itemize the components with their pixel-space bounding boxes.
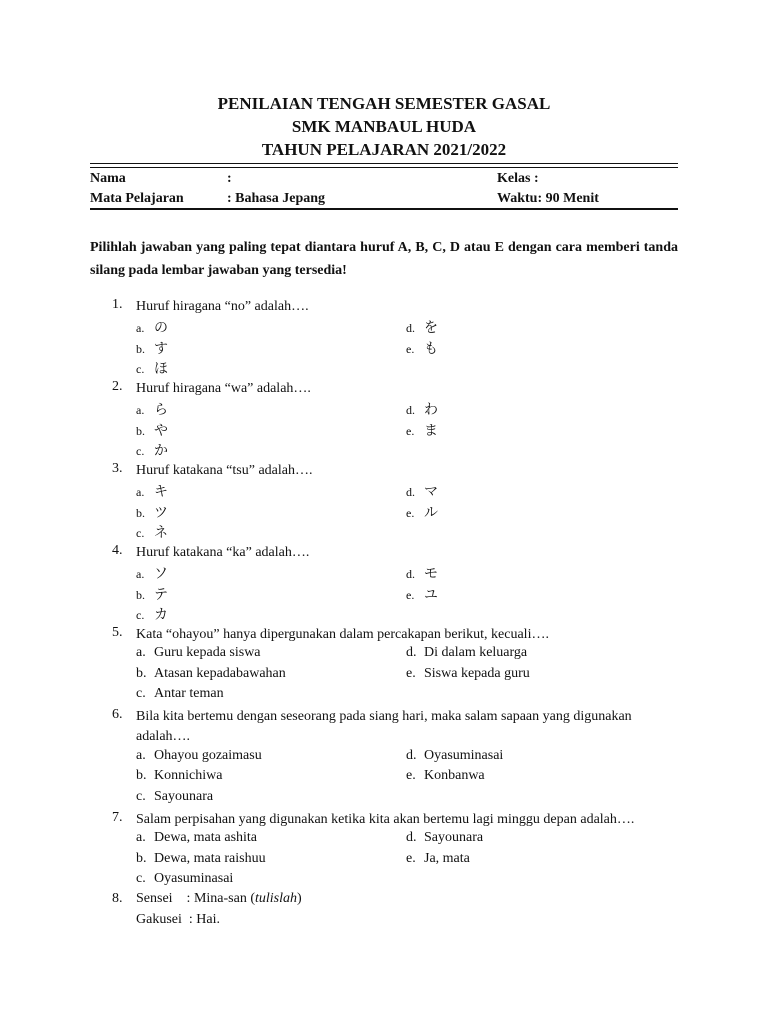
- divider-top-1: [90, 163, 678, 164]
- question-number: 8.: [112, 891, 123, 906]
- option-b: b. す: [136, 342, 168, 357]
- waktu-label: Waktu: 90 Menit: [497, 191, 599, 206]
- option-e: e. Ja, mata: [406, 851, 470, 866]
- question-text: Salam perpisahan yang digunakan ketika kita akan bertemu lagi minggu depan adalah….: [136, 812, 635, 827]
- option-e: e. ま: [406, 424, 438, 439]
- mapel-label: Mata Pelajaran: [90, 191, 184, 206]
- option-c: c. ほ: [136, 362, 168, 377]
- option-b: b. Atasan kepadabawahan: [136, 666, 286, 681]
- question-text: Huruf hiragana “no” adalah….: [136, 299, 309, 314]
- option-a: a. ソ: [136, 567, 168, 582]
- question-number: 4.: [112, 543, 123, 558]
- question-number: 6.: [112, 707, 123, 722]
- option-c: c. Antar teman: [136, 686, 224, 701]
- option-a: a. Dewa, mata ashita: [136, 830, 258, 845]
- mapel-value: : Bahasa Jepang: [227, 191, 326, 206]
- option-d: d. を: [406, 321, 438, 336]
- option-a: a. キ: [136, 485, 168, 500]
- option-c: c. Oyasuminasai: [136, 871, 234, 886]
- option-d: d. モ: [406, 567, 438, 582]
- question-text: Bila kita bertemu dengan seseorang pada siang hari, maka salam sapaan yang digunakan adalah….: [136, 709, 632, 744]
- instruction: Pilihlah jawaban yang paling tepat diantara huruf A, B, C, D atau E dengan cara memberi tanda silang pada lembar jawaban yang tersedia!: [90, 240, 678, 278]
- kelas-label: Kelas :: [497, 171, 539, 186]
- option-a: a. Ohayou gozaimasu: [136, 748, 262, 763]
- question-number: 5.: [112, 625, 123, 640]
- option-a: a. ら: [136, 403, 168, 418]
- nama-value: :: [227, 171, 232, 186]
- exam-title: PENILAIAN TENGAH SEMESTER GASAL: [217, 94, 551, 113]
- option-d: d. わ: [406, 403, 438, 418]
- student-info: [90, 171, 678, 211]
- option-d: d. Di dalam keluarga: [406, 645, 528, 660]
- option-b: b. テ: [136, 588, 168, 603]
- option-b: b. ツ: [136, 506, 168, 521]
- divider-bottom: [90, 208, 678, 210]
- option-a: a. Guru kepada siswa: [136, 645, 261, 660]
- option-c: c. ネ: [136, 526, 168, 541]
- option-e: e. Konbanwa: [406, 768, 485, 783]
- question-text: Huruf katakana “tsu” adalah….: [136, 463, 313, 478]
- dialogue-line-gakusei: Gakusei : Hai.: [136, 912, 220, 927]
- option-c: c. か: [136, 444, 168, 459]
- option-d: d. マ: [406, 485, 438, 500]
- dialogue-line-sensei: Sensei : Mina-san (tulislah): [136, 891, 302, 906]
- question-text: Kata “ohayou” hanya dipergunakan dalam percakapan berikut, kecuali….: [136, 627, 549, 642]
- option-e: e. ユ: [406, 588, 438, 603]
- option-c: c. カ: [136, 608, 168, 623]
- option-d: d. Sayounara: [406, 830, 484, 845]
- option-d: d. Oyasuminasai: [406, 748, 504, 763]
- question-number: 3.: [112, 461, 123, 476]
- option-a: a. の: [136, 321, 168, 336]
- school-name: SMK MANBAUL HUDA: [291, 117, 477, 136]
- option-e: e. ル: [406, 506, 438, 521]
- nama-label: Nama: [90, 171, 126, 186]
- question-text: Huruf katakana “ka” adalah….: [136, 545, 310, 560]
- option-b: b. Konnichiwa: [136, 768, 223, 783]
- exam-header: [0, 92, 768, 161]
- question-number: 1.: [112, 297, 123, 312]
- divider-top-2: [90, 167, 678, 168]
- question-number: 2.: [112, 379, 123, 394]
- question-text: Huruf hiragana “wa” adalah….: [136, 381, 311, 396]
- option-b: b. Dewa, mata raishuu: [136, 851, 266, 866]
- option-e: e. Siswa kepada guru: [406, 666, 530, 681]
- academic-year: TAHUN PELAJARAN 2021/2022: [261, 140, 507, 159]
- option-c: c. Sayounara: [136, 789, 214, 804]
- question-number: 7.: [112, 810, 123, 825]
- option-e: e. も: [406, 342, 438, 357]
- option-b: b. や: [136, 424, 168, 439]
